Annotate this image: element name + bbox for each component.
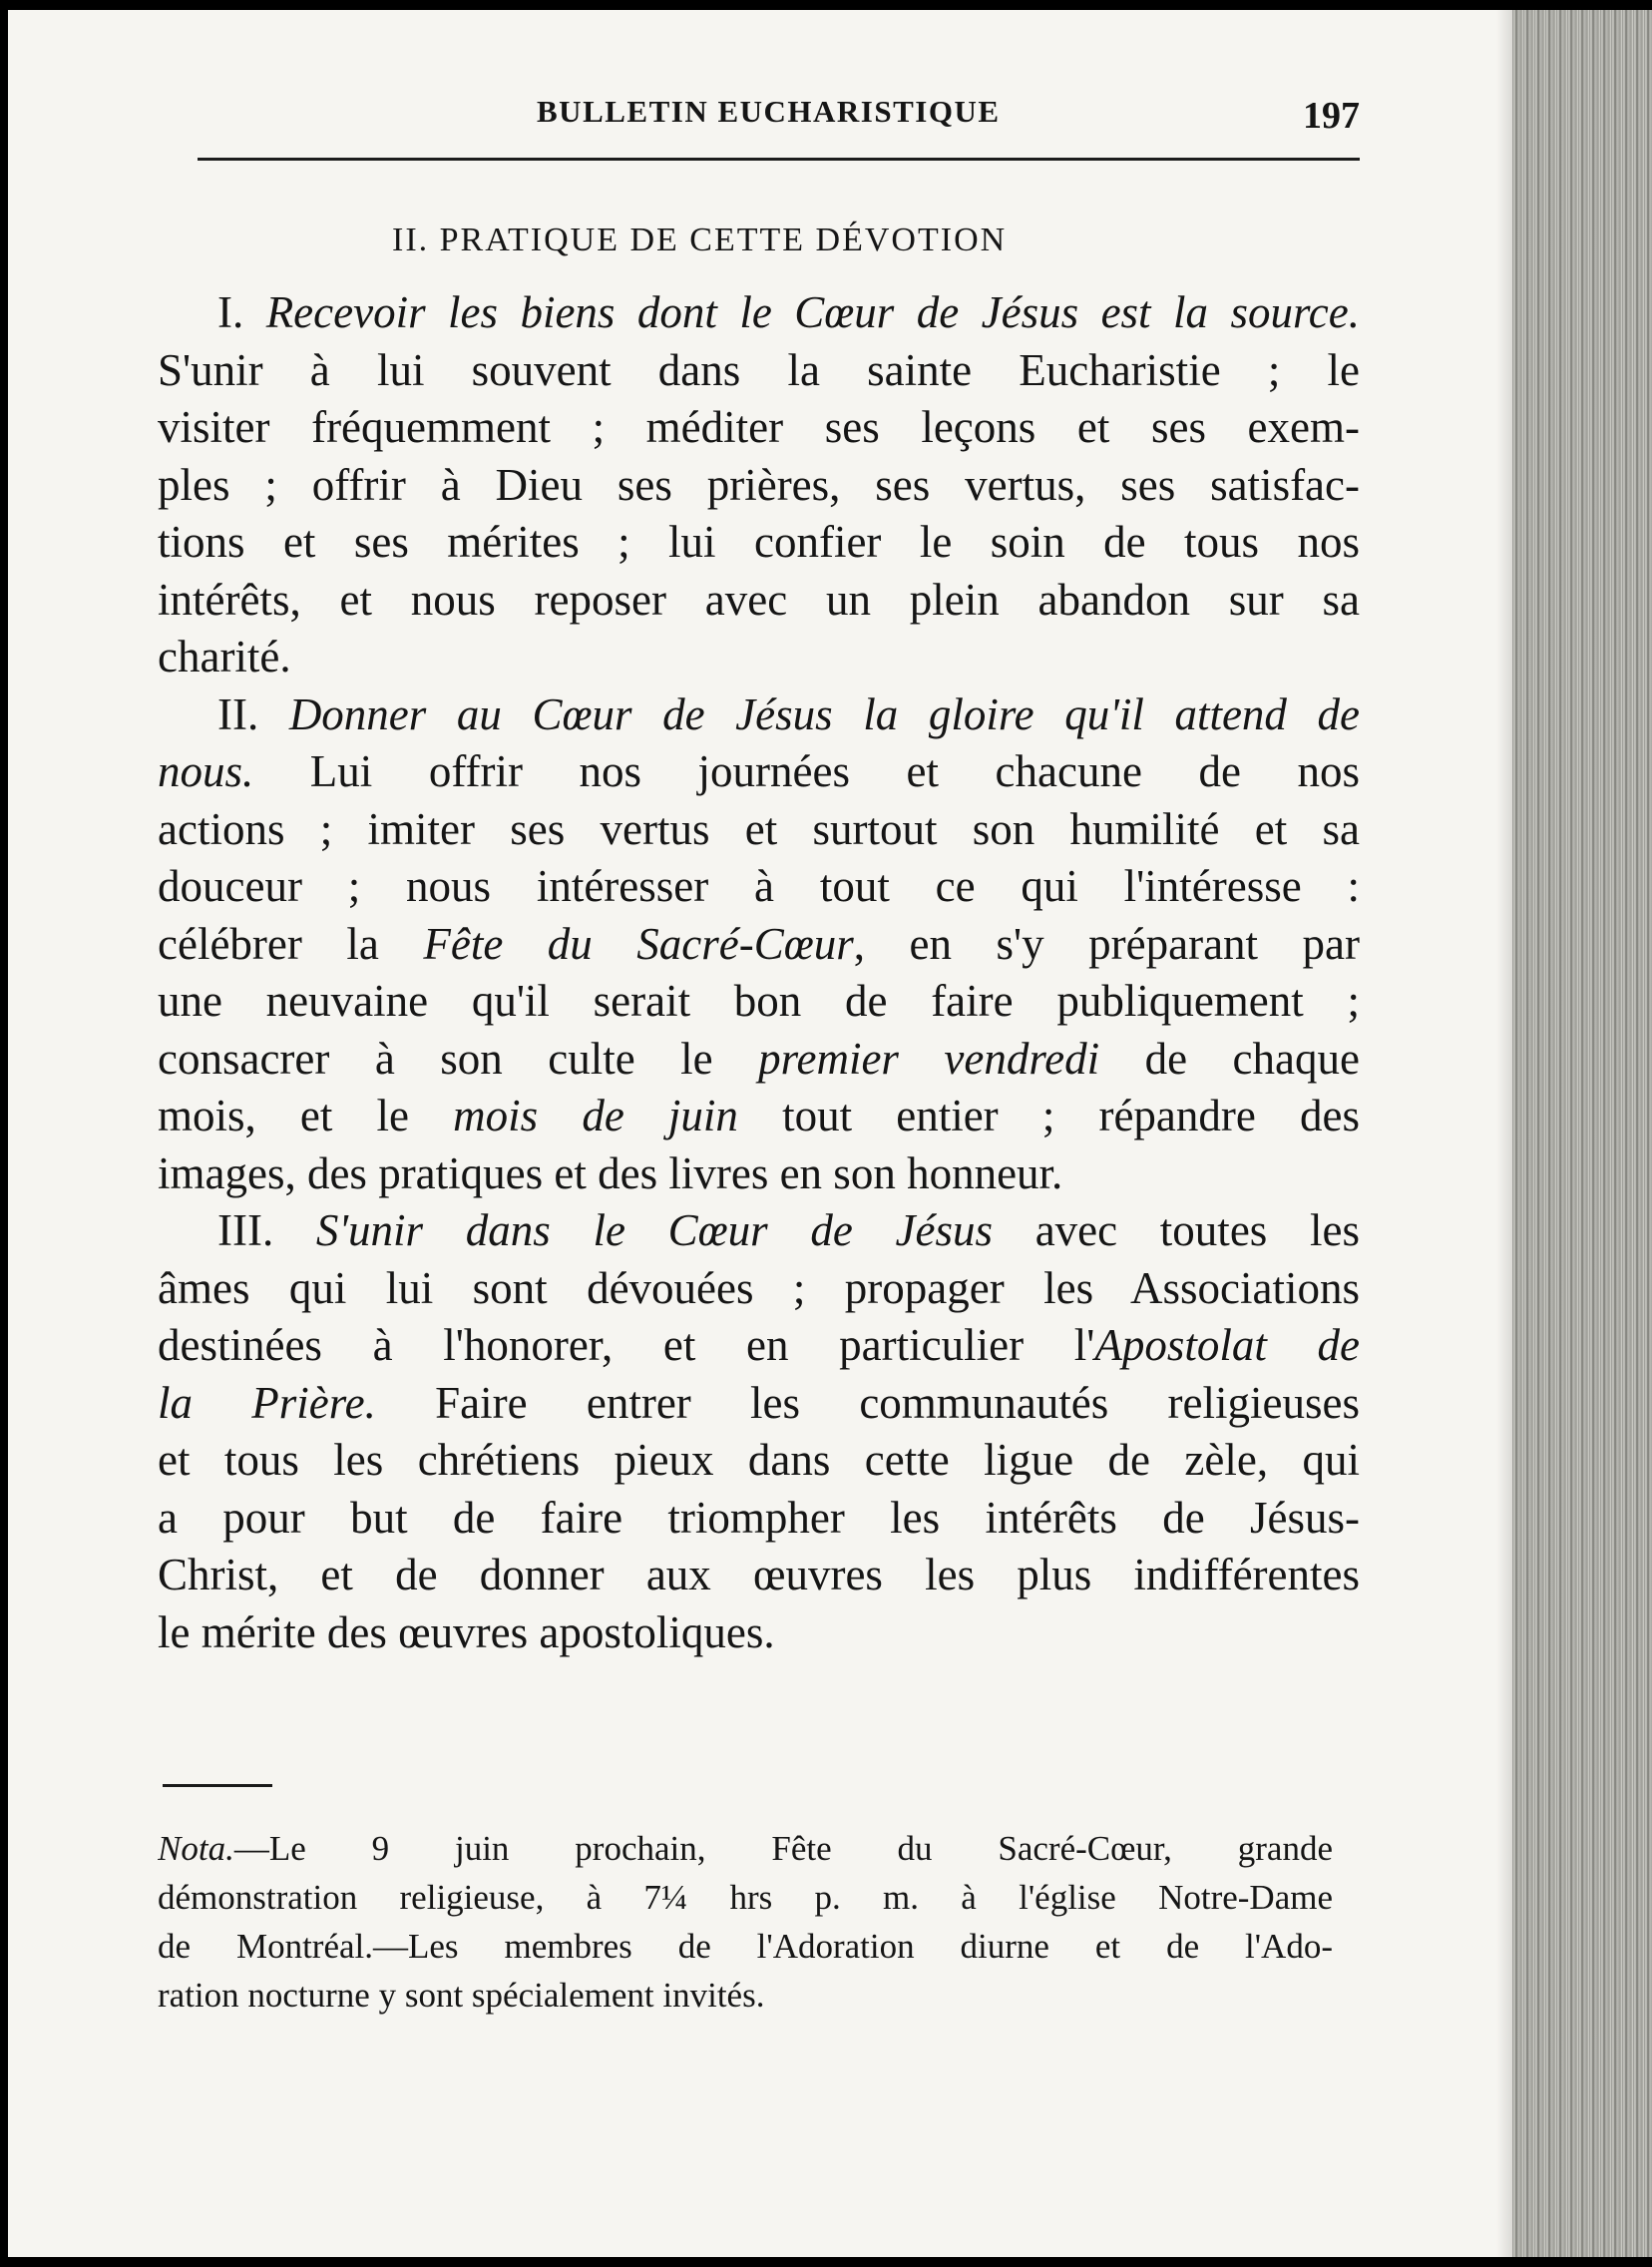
footnote-text: —Le 9 juin prochain, Fête du Sacré-Cœur, grande bbox=[233, 1829, 1333, 1868]
line-text: célébrer la bbox=[158, 918, 424, 969]
footnote-label: Nota. bbox=[158, 1829, 234, 1868]
paragraph-2-line-6: une neuvaine qu'il serait bon de faire publiquement ; bbox=[158, 976, 1360, 1026]
book-page-edges bbox=[1512, 10, 1652, 2257]
italic-text: nous. bbox=[158, 746, 254, 796]
italic-text: premier vendredi bbox=[758, 1033, 1100, 1084]
page-number: 197 bbox=[1303, 95, 1360, 137]
paragraph-2-line-3: actions ; imiter ses vertus et surtout son humilité et sa bbox=[158, 803, 1360, 854]
paragraph-number: I. bbox=[217, 287, 266, 337]
italic-heading: Donner au Cœur de Jésus la gloire qu'il attend de bbox=[288, 688, 1360, 739]
paragraph-1-line-6: intérêts, et nous reposer avec un plein abandon sur sa bbox=[158, 574, 1360, 625]
italic-heading: Recevoir les biens dont le Cœur de Jésus est la source. bbox=[265, 287, 1360, 337]
paragraph-3-line-1 bbox=[158, 1202, 1360, 1260]
line-text: mois, et le bbox=[158, 1091, 454, 1140]
italic-text: Apostolat de bbox=[1094, 1320, 1360, 1370]
paragraph-1-line-1 bbox=[158, 284, 1360, 342]
paragraph-3-line-2: âmes qui lui sont dévouées ; propager les Associations bbox=[158, 1262, 1360, 1313]
paragraph-2-line-4: douceur ; nous intéresser à tout ce qui l'intéresse : bbox=[158, 861, 1360, 911]
paragraph-number: II. bbox=[217, 688, 289, 739]
footnote-line-3: de Montréal.—Les membres de l'Adoration diurne et de l'Ado- bbox=[158, 1927, 1333, 1966]
line-text: tout entier ; répandre des bbox=[737, 1091, 1360, 1140]
paragraph-2-line-9: images, des pratiques et des livres en son honneur. bbox=[158, 1147, 1063, 1198]
line-text: destinées à l'honorer, et en particulier l' bbox=[158, 1320, 1095, 1370]
paragraph-2-line-7 bbox=[158, 1031, 1360, 1089]
paragraph-1-line-4: ples ; offrir à Dieu ses prières, ses vertus, ses satisfac- bbox=[158, 459, 1360, 510]
line-text: avec toutes les bbox=[993, 1205, 1360, 1255]
line-text: Lui offrir nos journées et chacune de nos bbox=[253, 746, 1360, 796]
line-text: consacrer à son culte le bbox=[158, 1033, 759, 1084]
paragraph-1-line-7: charité. bbox=[158, 632, 291, 681]
paragraph-2-line-5 bbox=[158, 916, 1360, 974]
paragraph-3-line-6: a pour but de faire triompher les intérêts de Jésus- bbox=[158, 1492, 1360, 1543]
paragraph-1-line-5: tions et ses mérites ; lui confier le soin de tous nos bbox=[158, 517, 1360, 567]
footnote-rule bbox=[163, 1784, 272, 1787]
italic-text: la Prière. bbox=[158, 1377, 376, 1428]
footnote-line-4: ration nocturne y sont spécialement invités. bbox=[158, 1976, 765, 2015]
paragraph-3-line-4 bbox=[158, 1375, 1360, 1433]
paragraph-3-line-7: Christ, et de donner aux œuvres les plus indifférentes bbox=[158, 1550, 1360, 1599]
page-header bbox=[158, 74, 1365, 164]
footnote-line-1 bbox=[158, 1824, 1333, 1873]
footnote bbox=[158, 1824, 1333, 2020]
running-head: BULLETIN EUCHARISTIQUE bbox=[537, 94, 1001, 129]
book-page bbox=[8, 10, 1512, 2257]
header-rule bbox=[198, 158, 1360, 161]
italic-heading: S'unir dans le Cœur de Jésus bbox=[315, 1205, 993, 1255]
italic-text: Fête du Sacré-Cœur bbox=[423, 918, 854, 969]
paragraph-2-line-2 bbox=[158, 743, 1360, 801]
section-title: II. PRATIQUE DE CETTE DÉVOTION bbox=[392, 222, 1008, 258]
paragraph-1-line-3: visiter fréquemment ; méditer ses leçons et ses exem- bbox=[158, 402, 1360, 452]
paragraph-1-line-2: S'unir à lui souvent dans la sainte Eucharistie ; le bbox=[158, 344, 1360, 395]
paragraph-3-line-5: et tous les chrétiens pieux dans cette ligue de zèle, qui bbox=[158, 1435, 1360, 1485]
paragraph-2-line-1 bbox=[158, 686, 1360, 744]
paragraph-number: III. bbox=[217, 1205, 316, 1255]
paragraph-2-line-8 bbox=[158, 1088, 1360, 1145]
footnote-line-2: démonstration religieuse, à 7¼ hrs p. m. à l'église Notre-Dame bbox=[158, 1878, 1333, 1917]
body-text bbox=[158, 284, 1360, 1661]
line-text: de chaque bbox=[1099, 1033, 1360, 1084]
paragraph-3-line-8: le mérite des œuvres apostoliques. bbox=[158, 1606, 775, 1657]
line-text: Faire entrer les communautés religieuses bbox=[375, 1377, 1360, 1428]
paragraph-3-line-3 bbox=[158, 1317, 1360, 1375]
line-text: , en s'y préparant par bbox=[853, 918, 1360, 969]
italic-text: mois de juin bbox=[453, 1091, 738, 1140]
